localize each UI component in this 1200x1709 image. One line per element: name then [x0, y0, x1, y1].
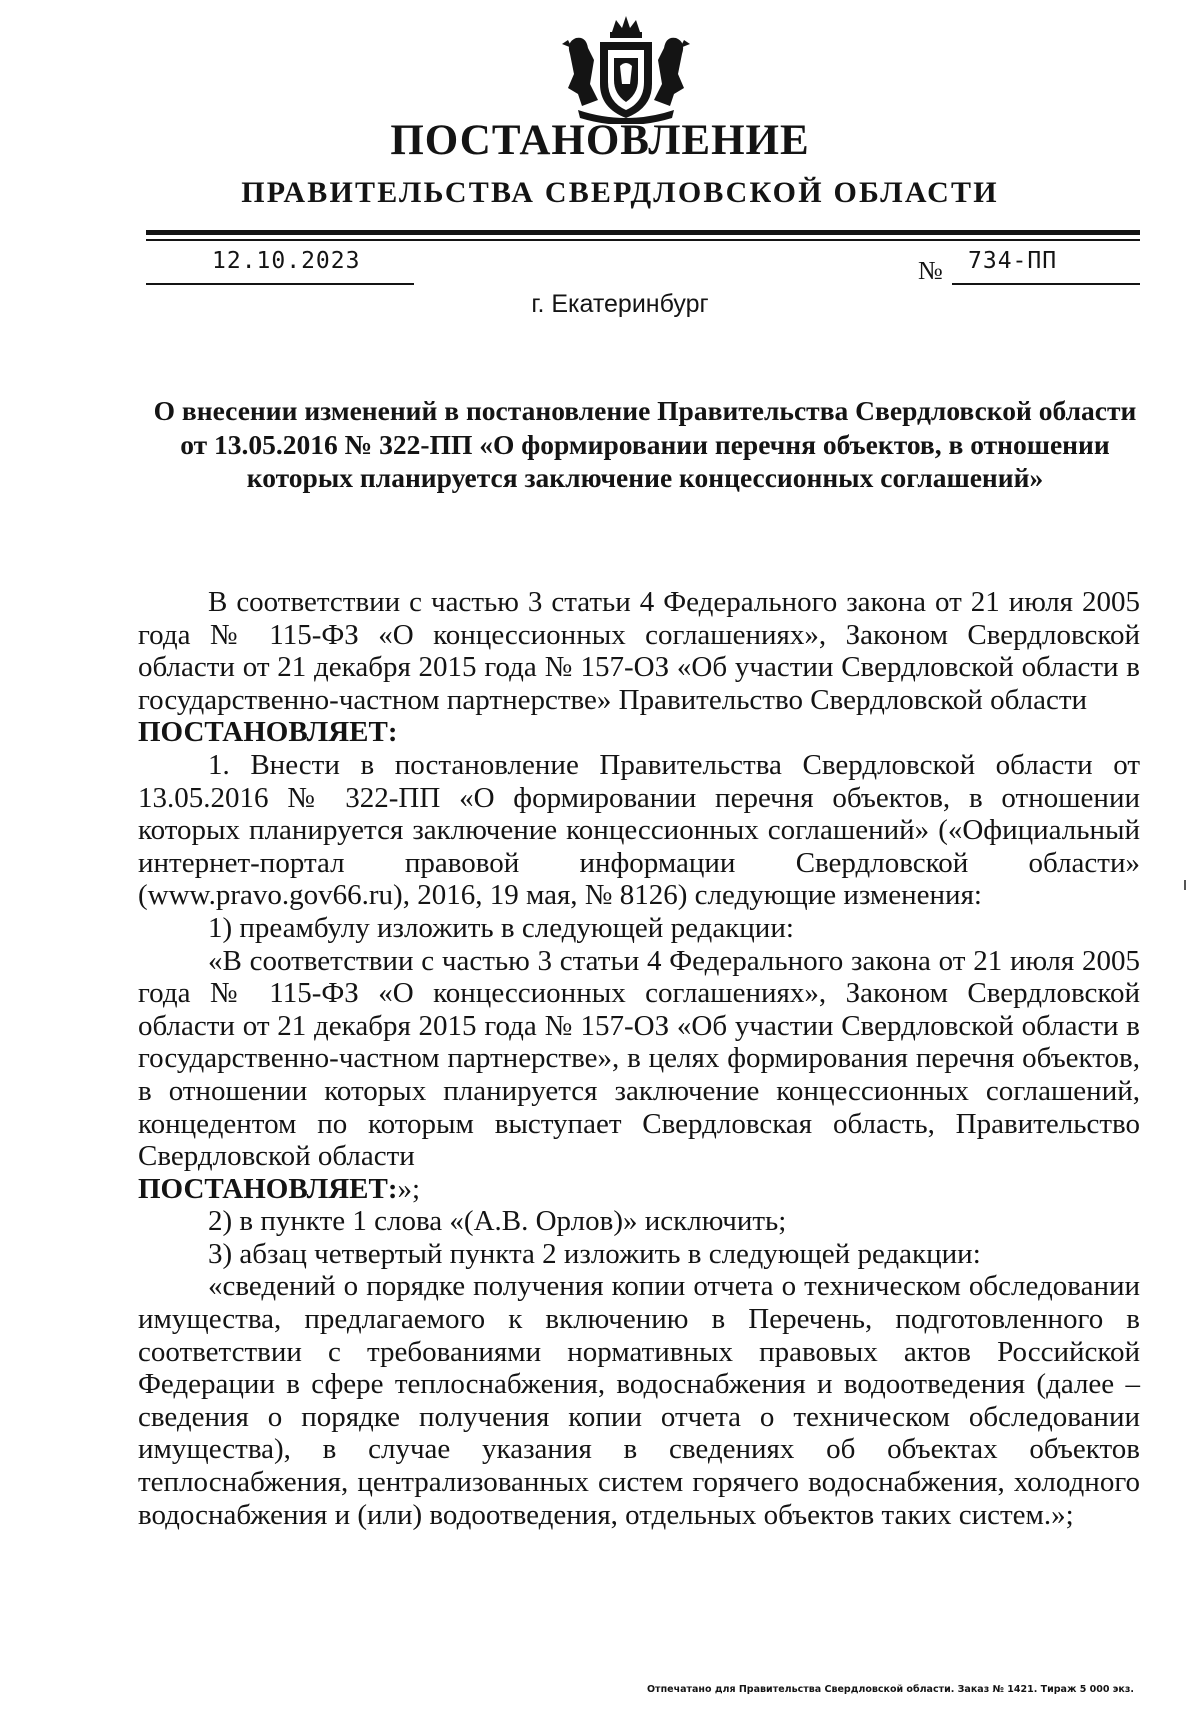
issuer-heading: ПРАВИТЕЛЬСТВА СВЕРДЛОВСКОЙ ОБЛАСТИ — [241, 176, 999, 209]
document-number: 734-ПП — [968, 248, 1058, 274]
subitem-2-paragraph: 2) в пункте 1 слова «(А.В. Орлов)» исключить; — [208, 1205, 787, 1238]
number-underline — [952, 283, 1140, 285]
city-line: г. Екатеринбург — [531, 290, 709, 318]
resolves-heading: ПОСТАНОВЛЯЕТ: — [138, 716, 398, 749]
subitem-1-paragraph: 1) преамбулу изложить в следующей редакции: — [208, 911, 794, 944]
document-type-heading: ПОСТАНОВЛЕНИЕ — [390, 117, 810, 164]
quoted-paragraph-4: «сведений о порядке получения копии отчета о техническом обследовании имущества, предлагаемого к включению в Перечень, подготовленного в соответствии с требованиями нормативных правовых актов Российской Федерации в сфере теплоснабжения, водоснабжения и водоотведения (далее – сведения о порядке получения копии отчета о техническом обследовании имущества), в случае указания в сведениях об объектах объектов теплоснабжения, централизованных систем горячего водоснабжения, холодного водоснабжения и (или) водоотведения, отдельных объектов таких систем.»; — [138, 1270, 1140, 1531]
subitem-3-paragraph: 3) абзац четвертый пункта 2 изложить в следующей редакции: — [208, 1237, 981, 1270]
quoted-resolves-tail: »; — [397, 1172, 421, 1205]
document-date: 12.10.2023 — [212, 248, 361, 274]
print-footer: Отпечатано для Правительства Свердловской области. Заказ № 1421. Тираж 5 000 экз. — [646, 1684, 1134, 1695]
number-sign: № — [918, 256, 943, 285]
header-rule-thin — [146, 239, 1140, 241]
item-1-paragraph: 1. Внести в постановление Правительства Свердловской области от 13.05.2016 № 322-ПП «О формировании перечня объектов, в отношении которых планируется заключение концессионных соглашений» («Официальный интернет-портал правовой информации Свердловской области» (www.pravo.gov66.ru), 2016, 19 мая, № 8126) следующие изменения: — [138, 748, 1140, 912]
scan-speck — [1184, 880, 1186, 890]
document-body — [138, 586, 1140, 1531]
quoted-resolves-line — [138, 1173, 1140, 1206]
date-underline — [146, 283, 414, 285]
preamble-paragraph: В соответствии с частью 3 статьи 4 Федерального закона от 21 июля 2005 года № 115-ФЗ «О концессионных соглашениях», Законом Свердловской области от 21 декабря 2015 года № 157-ОЗ «Об участии Свердловской области в государственно-частном партнерстве» Правительство Свердловской области — [138, 586, 1140, 716]
coat-of-arms-icon — [560, 14, 692, 124]
header-rule-thick — [146, 230, 1140, 235]
quoted-preamble-paragraph: «В соответствии с частью 3 статьи 4 Федерального закона от 21 июля 2005 года № 115-ФЗ «О концессионных соглашениях», Законом Свердловской области от 21 декабря 2015 года № 157-ОЗ «Об участии Свердловской области в государственно-частном партнерстве», в целях формирования перечня объектов, в отношении которых планируется заключение концессионных соглашений, концедентом по которым выступает Свердловская область, Правительство Свердловской области — [138, 944, 1140, 1173]
document-title: О внесении изменений в постановление Правительства Свердловской области от 13.05.2016 № 322-ПП «О формировании перечня объектов, в отношении которых планируется заключение концессионных соглашений» — [153, 395, 1137, 493]
quoted-resolves-word: ПОСТАНОВЛЯЕТ: — [138, 1172, 398, 1205]
